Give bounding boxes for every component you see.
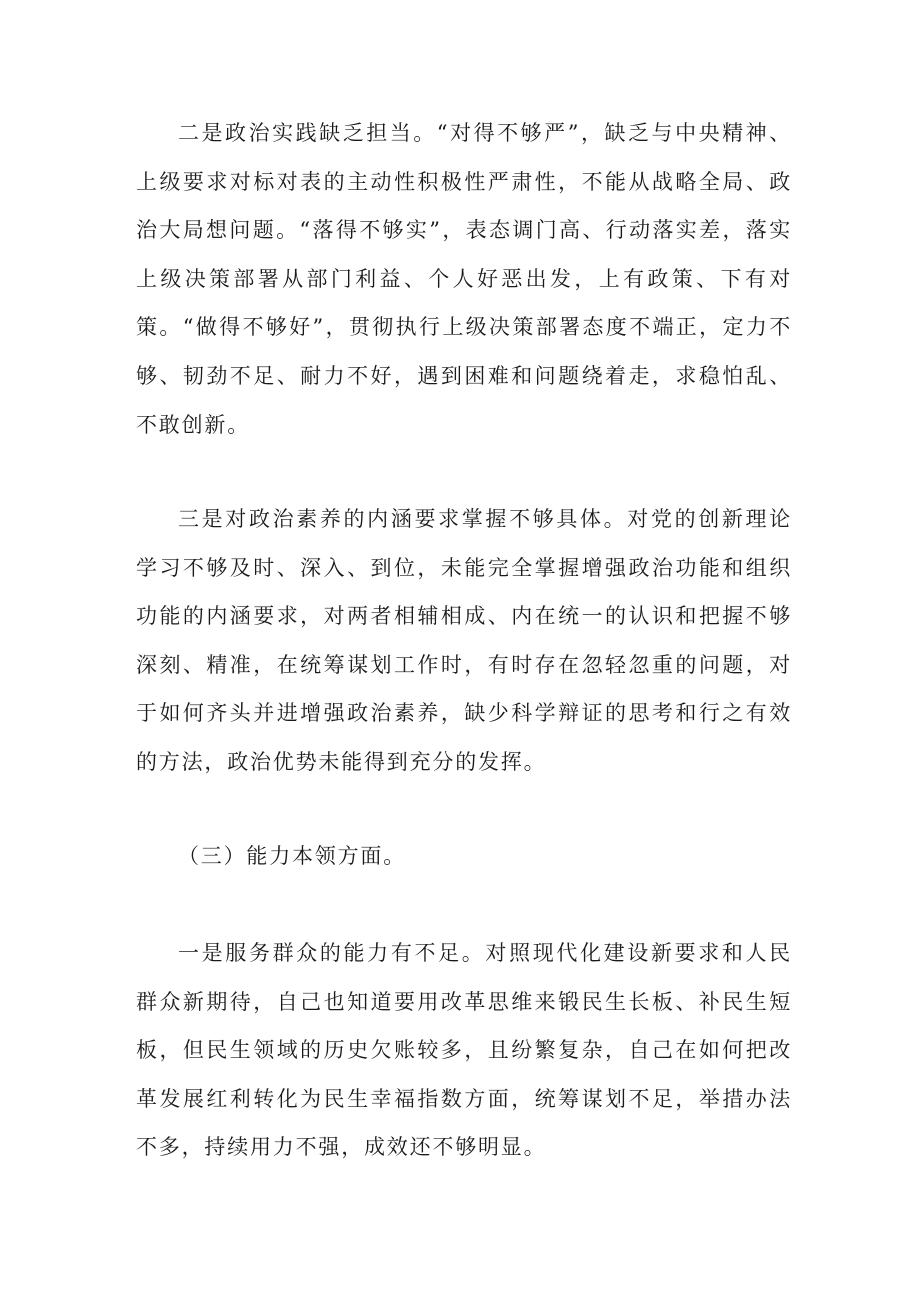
paragraph-serving-public: 一是服务群众的能力有不足。对照现代化建设新要求和人民群众新期待，自己也知道要用改革思维来锻民生长板、补民生短板，但民生领域的历史欠账较多，且纷繁复杂，自己在如何把改革发展红利转化为民生幸福指数方面，统筹谋划不足，举措办法不多，持续用力不强，成效还不够明显。 (136, 941, 792, 1160)
paragraph-political-practice: 二是政治实践缺乏担当。“对得不够严”，缺乏与中央精神、上级要求对标对表的主动性积极性严肃性，不能从战略全局、政治大局想问题。“落得不够实”，表态调门高、行动落实差，落实上级决策部署从部门利益、个人好恶出发，上有政策、下有对策。“做得不够好”，贯彻执行上级决策部署态度不端正，定力不够、韧劲不足、耐力不好，遇到困难和问题绕着走，求稳怕乱、不敢创新。 (136, 121, 792, 437)
paragraph-political-literacy: 三是对政治素养的内涵要求掌握不够具体。对党的创新理论学习不够及时、深入、到位，未能完全掌握增强政治功能和组织功能的内涵要求，对两者相辅相成、内在统一的认识和把握不够深刻、精准，在统筹谋划工作时，有时存在忽轻忽重的问题，对于如何齐头并进增强政治素养，缺少科学辩证的思考和行之有效的方法，政治优势未能得到充分的发挥。 (136, 507, 792, 774)
section-heading-ability: （三）能力本领方面。 (178, 844, 406, 868)
